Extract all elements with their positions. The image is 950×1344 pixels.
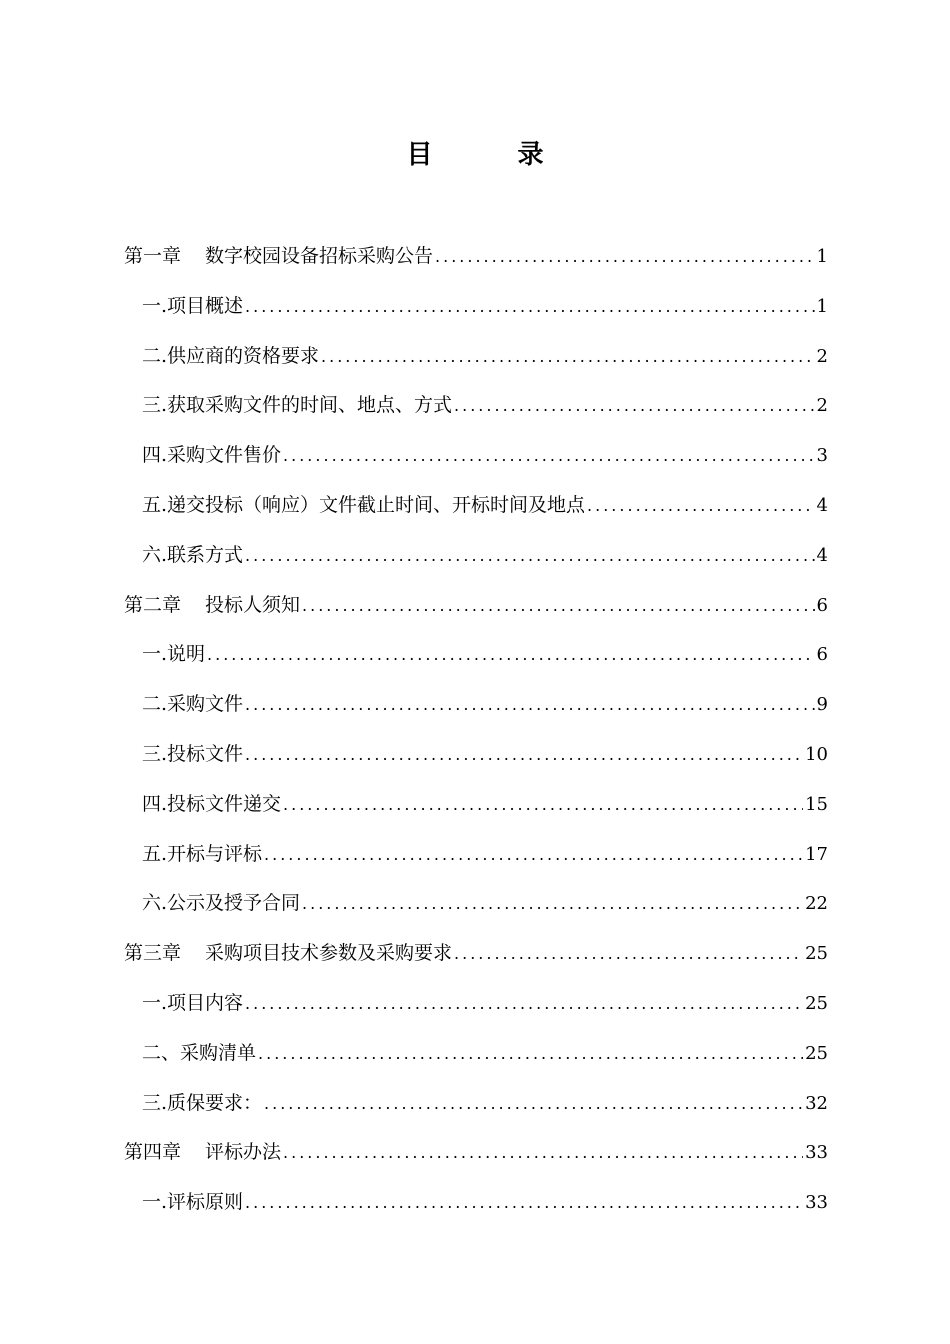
toc-page-number: 32 bbox=[805, 1092, 828, 1114]
toc-section-entry[interactable] bbox=[124, 630, 828, 680]
toc-page-number: 4 bbox=[816, 544, 828, 566]
toc-chapter-number: 第三章 bbox=[124, 942, 182, 965]
toc-dot-leader bbox=[245, 730, 803, 780]
toc-chapter-entry[interactable] bbox=[124, 929, 828, 979]
toc-dot-leader bbox=[258, 1029, 803, 1079]
toc-page-number: 4 bbox=[816, 494, 828, 516]
toc-entry-title: 评标办法 bbox=[205, 1141, 282, 1164]
toc-dot-leader bbox=[245, 680, 815, 730]
toc-entry-label bbox=[142, 282, 243, 332]
toc-chapter-entry[interactable] bbox=[124, 1128, 828, 1178]
toc-page-number: 9 bbox=[816, 694, 828, 716]
toc-section-entry[interactable] bbox=[124, 730, 828, 780]
toc-page-number: 25 bbox=[805, 992, 828, 1014]
toc-entry-title: 二、采购清单 bbox=[142, 1041, 257, 1064]
toc-entry-title: 四.采购文件售价 bbox=[142, 444, 282, 467]
toc-chapter-entry[interactable] bbox=[124, 581, 828, 631]
toc-page-number: 1 bbox=[816, 246, 828, 267]
toc-entry-title: 五.开标与评标 bbox=[142, 842, 263, 865]
toc-dot-leader bbox=[207, 630, 815, 680]
toc-section-entry[interactable] bbox=[124, 780, 828, 830]
toc-entry-label bbox=[142, 780, 281, 830]
toc-section-entry[interactable] bbox=[124, 531, 828, 581]
page-title: 目 录 bbox=[406, 140, 582, 170]
toc-entry-label bbox=[142, 481, 585, 531]
toc-page-number: 3 bbox=[816, 445, 828, 467]
toc-entry-title: 投标人须知 bbox=[205, 593, 301, 616]
toc-page-number: 6 bbox=[816, 594, 828, 616]
toc-section-entry[interactable] bbox=[124, 431, 828, 481]
toc-page-number: 22 bbox=[805, 893, 828, 915]
toc-entry-title: 一.项目概述 bbox=[142, 294, 244, 317]
toc-entry-title: 六.公示及授予合同 bbox=[142, 892, 301, 915]
toc-section-entry[interactable] bbox=[124, 381, 828, 431]
toc-section-entry[interactable] bbox=[124, 979, 828, 1029]
toc-entry-title: 三.质保要求： bbox=[142, 1091, 263, 1114]
toc-entry-label bbox=[142, 979, 243, 1029]
toc-dot-leader bbox=[264, 830, 803, 880]
toc-dot-leader bbox=[245, 282, 815, 332]
toc-entry-label bbox=[142, 332, 319, 382]
toc-dot-leader bbox=[283, 780, 803, 830]
toc-section-entry[interactable] bbox=[124, 1029, 828, 1079]
toc-entry-label bbox=[142, 830, 262, 880]
toc-entry-label bbox=[142, 879, 300, 929]
toc-entry-label bbox=[142, 630, 205, 680]
toc-dot-leader bbox=[283, 1128, 803, 1178]
toc-entry-title: 一.项目内容 bbox=[142, 991, 244, 1014]
toc-page-number: 15 bbox=[805, 793, 828, 815]
toc-dot-leader bbox=[245, 979, 803, 1029]
toc-entry-label bbox=[124, 1128, 281, 1178]
toc-section-entry[interactable] bbox=[124, 1178, 828, 1228]
toc-dot-leader bbox=[435, 232, 815, 282]
toc-entry-label bbox=[142, 1029, 256, 1079]
toc-chapter-number: 第四章 bbox=[124, 1141, 182, 1164]
toc-page-number: 25 bbox=[805, 943, 828, 965]
toc-entry-title: 五.递交投标（响应）文件截止时间、开标时间及地点 bbox=[142, 493, 586, 516]
toc-entry-title: 三.获取采购文件的时间、地点、方式 bbox=[142, 394, 453, 417]
toc-entry-title: 一.说明 bbox=[142, 643, 206, 666]
toc-entry-label bbox=[142, 730, 243, 780]
toc-page-number: 1 bbox=[816, 295, 828, 317]
toc-page-number: 2 bbox=[816, 395, 828, 417]
toc-section-entry[interactable] bbox=[124, 282, 828, 332]
toc-dot-leader bbox=[454, 929, 803, 979]
toc-entry-title: 二.供应商的资格要求 bbox=[142, 344, 320, 367]
toc-dot-leader bbox=[321, 332, 815, 382]
toc-dot-leader bbox=[245, 531, 815, 581]
toc-entry-label bbox=[124, 581, 300, 631]
toc-page-number: 25 bbox=[805, 1042, 828, 1064]
toc-page-number: 17 bbox=[805, 843, 828, 865]
toc-chapter-number: 第二章 bbox=[124, 593, 182, 616]
toc-dot-leader bbox=[454, 381, 815, 431]
toc-entry-title: 数字校园设备招标采购公告 bbox=[205, 245, 434, 267]
toc-page-number: 10 bbox=[805, 743, 828, 765]
toc-entry-label bbox=[142, 381, 452, 431]
toc-dot-leader bbox=[264, 1079, 803, 1129]
toc-page-number: 2 bbox=[816, 345, 828, 367]
toc-entry-label bbox=[124, 929, 452, 979]
toc-entry-title: 一.评标原则 bbox=[142, 1191, 244, 1214]
toc-entry-title: 四.投标文件递交 bbox=[142, 792, 282, 815]
toc-section-entry[interactable] bbox=[124, 481, 828, 531]
toc-entry-title: 采购项目技术参数及采购要求 bbox=[205, 942, 453, 965]
toc-dot-leader bbox=[245, 1178, 803, 1228]
toc-dot-leader bbox=[283, 431, 815, 481]
toc-page-number: 33 bbox=[805, 1192, 828, 1214]
toc-dot-leader bbox=[302, 879, 803, 929]
toc-entry-title: 二.采购文件 bbox=[142, 693, 244, 716]
toc-section-entry[interactable] bbox=[124, 830, 828, 880]
toc-entry-label bbox=[142, 1079, 262, 1129]
toc-entry-label bbox=[142, 531, 243, 581]
toc-entry-title: 三.投标文件 bbox=[142, 742, 244, 765]
toc-section-entry[interactable] bbox=[124, 680, 828, 730]
toc-section-entry[interactable] bbox=[124, 332, 828, 382]
toc-entry-label bbox=[142, 1178, 243, 1228]
toc-page-number: 6 bbox=[816, 644, 828, 666]
toc-dot-leader bbox=[587, 481, 815, 531]
toc-chapter-number: 第一章 bbox=[124, 245, 182, 267]
table-of-contents bbox=[124, 232, 828, 1228]
toc-chapter-entry[interactable] bbox=[124, 232, 828, 282]
toc-section-entry[interactable] bbox=[124, 1079, 828, 1129]
toc-entry-label bbox=[124, 232, 433, 282]
toc-entry-title: 六.联系方式 bbox=[142, 543, 244, 566]
toc-page-number: 33 bbox=[805, 1142, 828, 1164]
toc-entry-label bbox=[142, 431, 281, 481]
toc-section-entry[interactable] bbox=[124, 879, 828, 929]
toc-entry-label bbox=[142, 680, 243, 730]
toc-dot-leader bbox=[302, 581, 815, 631]
